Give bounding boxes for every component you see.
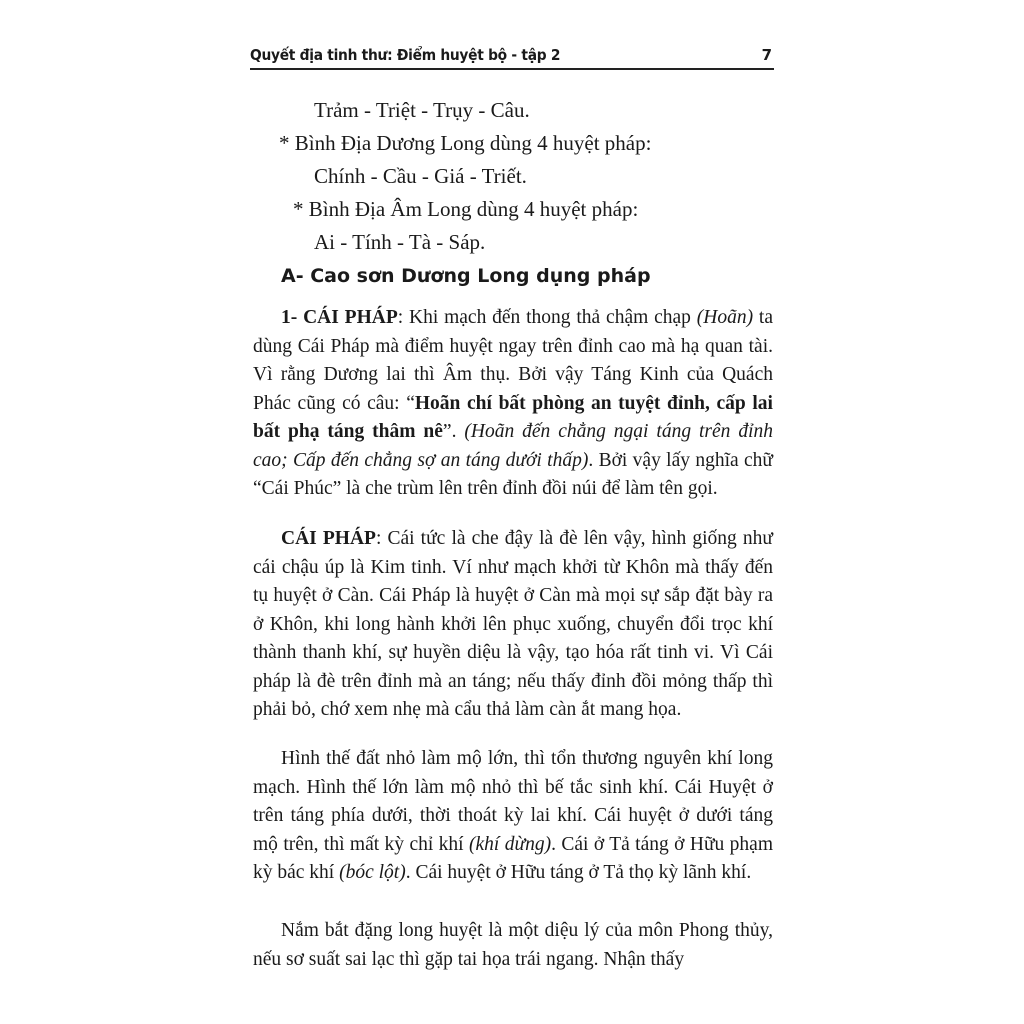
running-header bbox=[250, 42, 774, 70]
para2-label: CÁI PHÁP bbox=[281, 528, 376, 549]
intro-line-2: * Bình Địa Dương Long dùng 4 huyệt pháp: bbox=[279, 131, 652, 155]
running-header-title: Quyết địa tinh thư: Điểm huyệt bộ - tập 2 bbox=[250, 46, 561, 64]
intro-line-5: Ai - Tính - Tà - Sáp. bbox=[314, 230, 486, 254]
intro-line-4: * Bình Địa Âm Long dùng 4 huyệt pháp: bbox=[293, 197, 639, 221]
section-heading: A- Cao sơn Dương Long dụng pháp bbox=[281, 265, 651, 287]
intro-line-1: Trảm - Triệt - Trụy - Câu. bbox=[314, 98, 530, 122]
page-number: 7 bbox=[761, 46, 772, 64]
paragraph-2: CÁI PHÁP: Cái tức là che đậy là đè lên vậy, hình giống như cái chậu úp là Kim tinh. Ví như mạch khởi từ Khôn mà thấy đến tụ huyệt ở Càn. Cái Pháp là huyệt ở Càn mà mọi sự sắp đặt bày ra ở Khôn, khi long hành khởi lên phục xuống, chuyển đổi trọc khí thành thanh khí, sự huyền diệu là vậy, tạo hóa rất tinh vi. Vì Cái pháp là đè trên đỉnh mà an táng; nếu thấy đỉnh đồi mỏng thấp thì phải bỏ, chớ xem nhẹ mà cẩu thả làm càn ắt mang họa. bbox=[253, 528, 773, 720]
paragraph-1: 1- CÁI PHÁP: Khi mạch đến thong thả chậm chạp (Hoãn) ta dùng Cái Pháp mà điểm huyệt ngay trên đỉnh cao mà hạ quan tài. Vì rằng Dương lai thì Âm thụ. Bởi vậy Táng Kinh của Quách Phác cũng có câu: “Hoãn chí bất phòng an tuyệt đỉnh, cấp lai bất phạ táng thâm nê”. (Hoãn đến chẳng ngại táng trên đỉnh cao; Cấp đến chẳng sợ an táng dưới thấp). Bởi vậy lấy nghĩa chữ “Cái Phúc” là che trùm lên trên đỉnh đồi núi để làm tên gọi. bbox=[253, 307, 774, 499]
paragraph-3: Hình thế đất nhỏ làm mộ lớn, thì tổn thương nguyên khí long mạch. Hình thế lớn làm mộ nhỏ thì bế tắc sinh khí. Cái Huyệt ở trên táng phía dưới, thời thoát kỳ lai khí. Cái huyệt ở dưới táng mộ trên, thì mất kỳ chỉ khí (khí dừng). Cái ở Tả táng ở Hữu phạm kỳ bác khí (bóc lột). Cái huyệt ở Hữu táng ở Tả thọ kỳ lãnh khí. bbox=[253, 748, 773, 883]
paragraph-4: Nắm bắt đặng long huyệt là một diệu lý của môn Phong thủy, nếu sơ suất sai lạc thì gặp tai họa trái ngang. Nhận thấy bbox=[253, 920, 773, 970]
intro-line-3: Chính - Cầu - Giá - Triết. bbox=[314, 164, 527, 188]
para1-quote: Hoãn chí bất phòng an tuyệt đỉnh, cấp lai bất phạ táng thâm nê bbox=[253, 392, 773, 442]
para1-label: 1- CÁI PHÁP bbox=[281, 307, 398, 328]
